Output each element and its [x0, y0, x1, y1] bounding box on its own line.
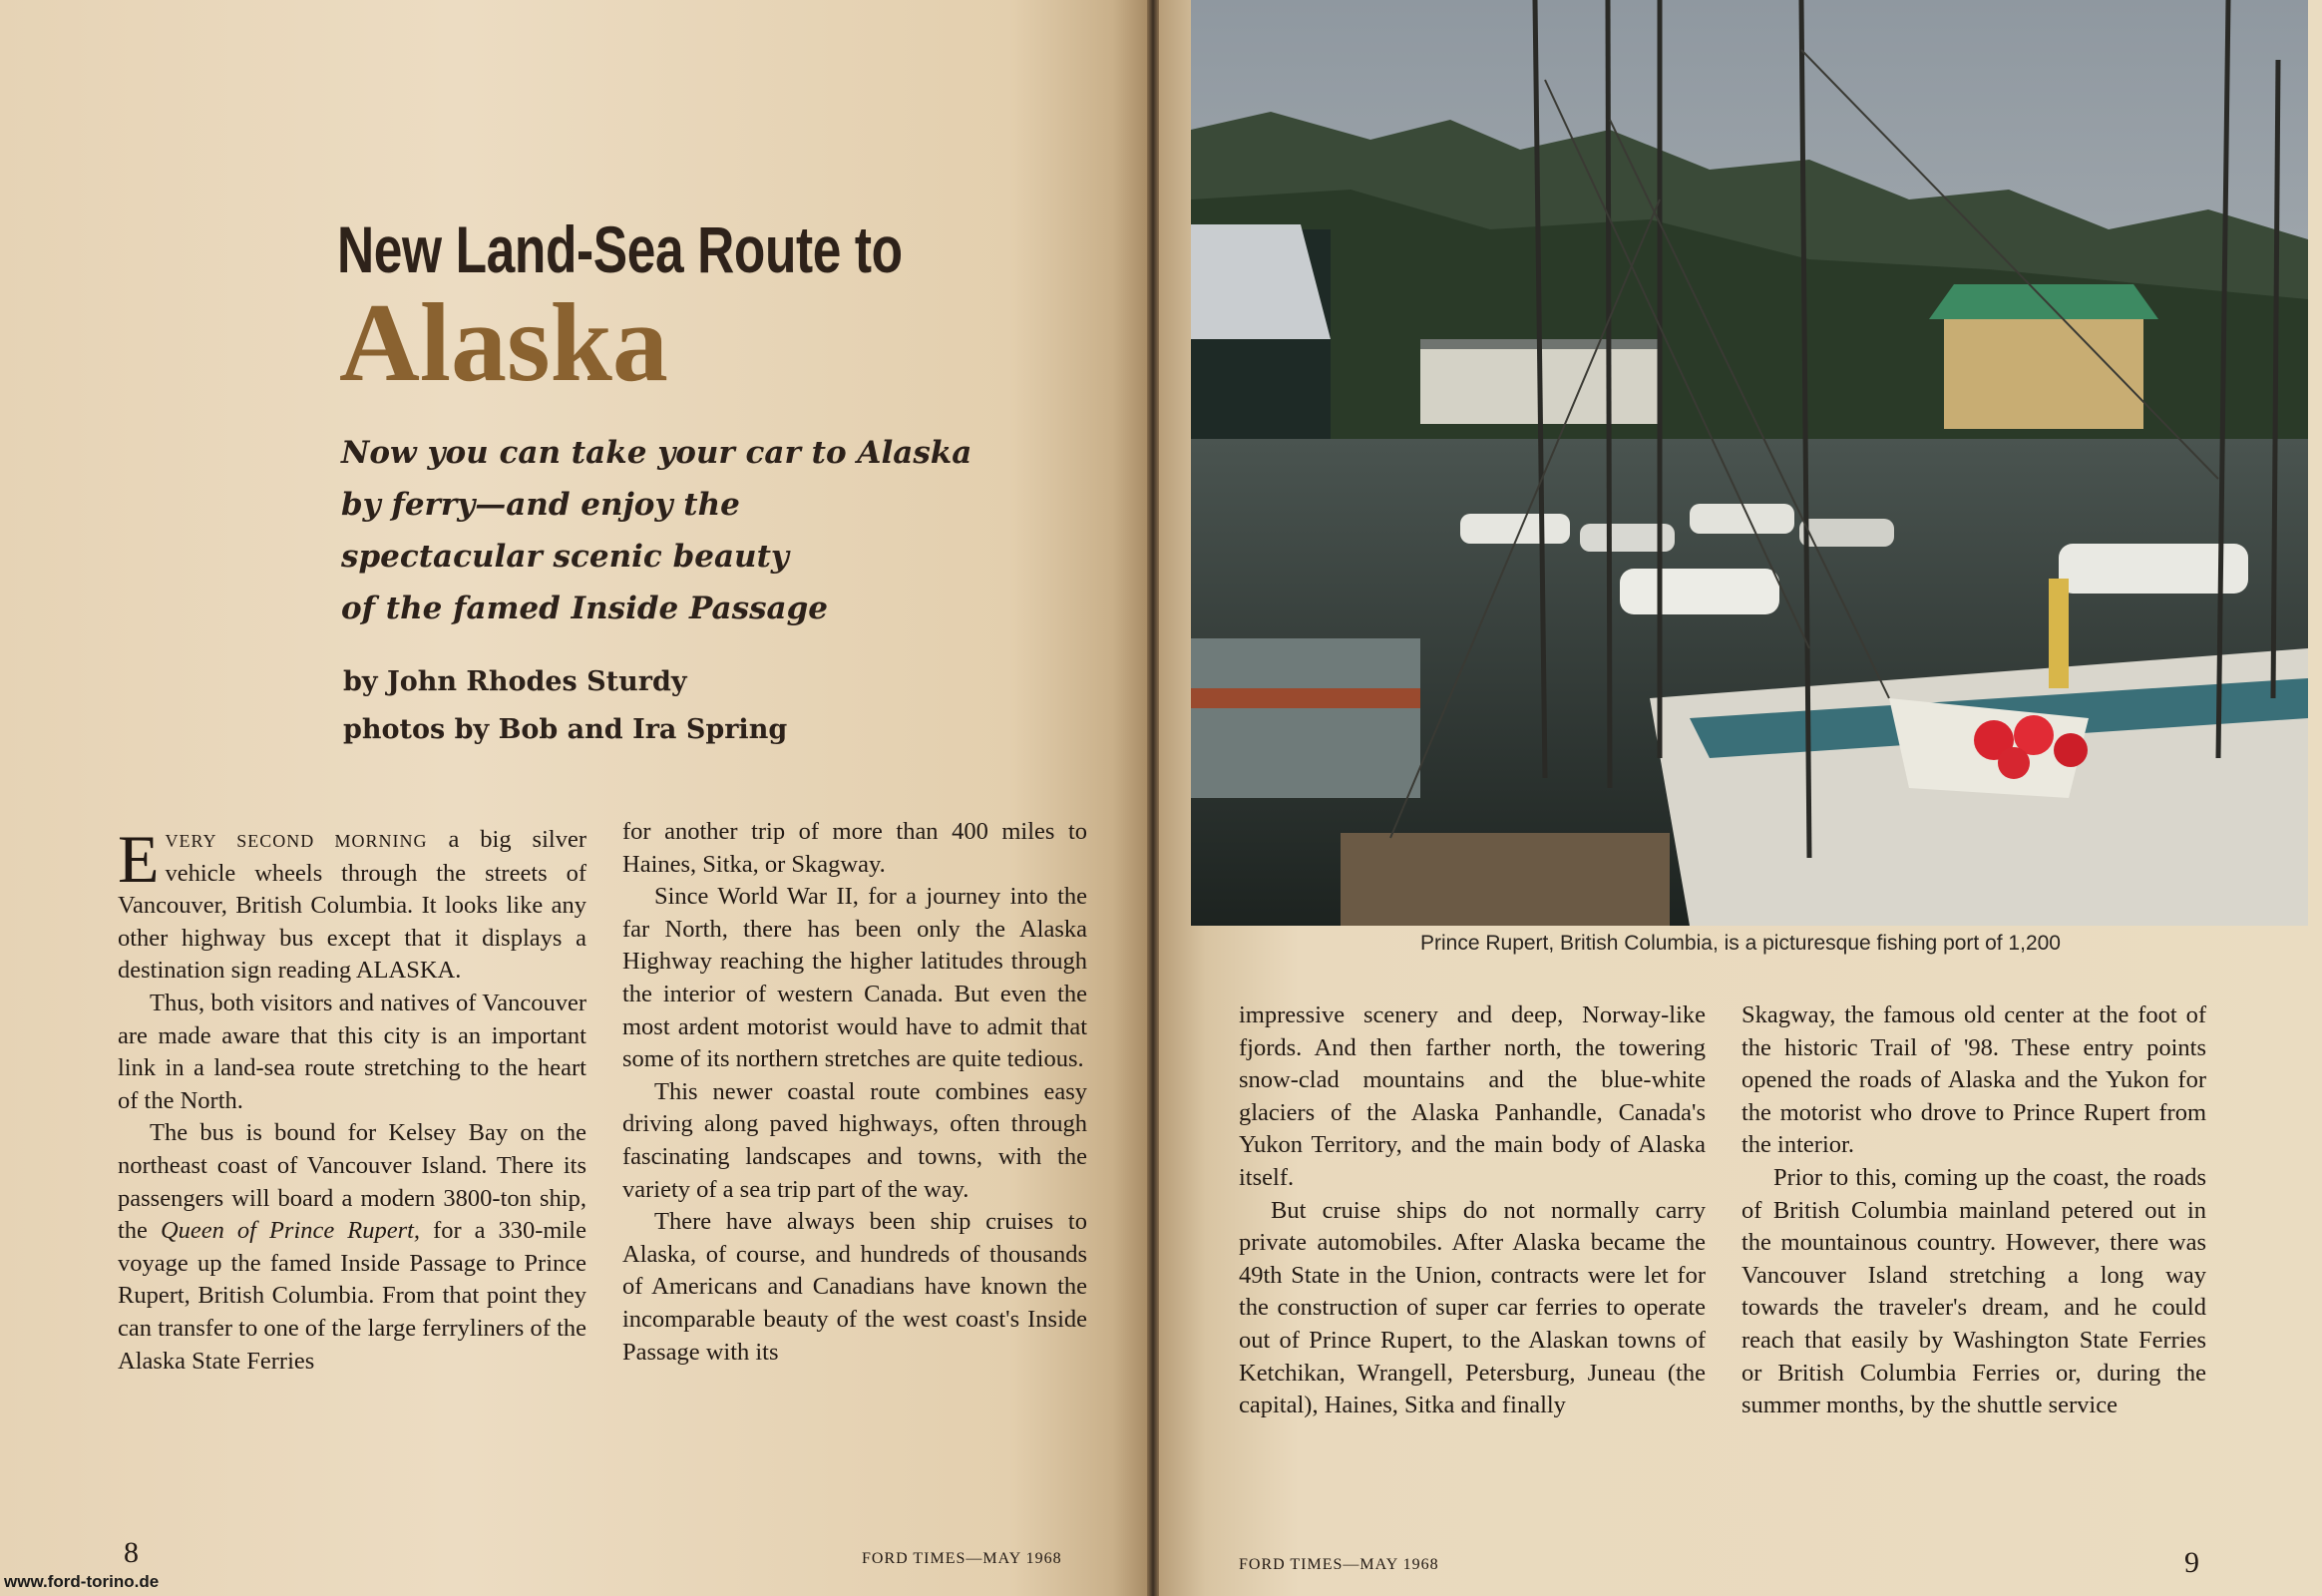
book-gutter	[1147, 0, 1159, 1596]
byline-photos: photos by Bob and Ira Spring	[343, 714, 788, 745]
right-column-2	[1742, 999, 2206, 1422]
paragraph-text: a big silver vehicle wheels through the streets of Vancouver, British Columbia. It looks like any other highway bus except that it displays a destination sign reading ALASKA.	[118, 826, 586, 985]
paragraph: Skagway, the famous old center at the foot of the historic Trail of '98. These entry points opened the roads of Alaska and the Yukon for the motorist who drove to Prince Rupert from the interior.	[1742, 1001, 2206, 1159]
paragraph: But cruise ships do not normally carry private automobiles. After Alaska became the 49th State in the Union, contracts were let for the construction of super car ferries to operate out of Prince Rupert, to the Alaskan towns of Ketchikan, Wrangell, Petersburg, Juneau (the capital), Haines, Sitka and finally	[1239, 1196, 1706, 1419]
article-title-line2: Alaska	[339, 281, 668, 405]
byline-author: by John Rhodes Sturdy	[343, 666, 687, 697]
article-subtitle	[341, 427, 1099, 634]
paragraph: Since World War II, for a journey into the far North, there has been only the Alaska Highway reaching the higher latitudes through the interior of western Canada. But even the most ardent motorist would have to admit that some of its northern stretches are quite tedious.	[622, 883, 1087, 1073]
right-column-1	[1239, 999, 1706, 1422]
byline	[343, 658, 787, 754]
paragraph: Thus, both visitors and natives of Vancouver are made aware that this city is an important link in a land-sea route stretching to the heart of the North.	[118, 989, 586, 1114]
right-page	[1159, 0, 2322, 1596]
paragraph-text: The bus is bound for Kelsey Bay on the northeast coast of Vancouver Island. There its passengers will board a modern 3800-ton ship, the	[118, 1119, 586, 1245]
photo-caption: Prince Rupert, British Columbia, is a picturesque fishing port of 1,200	[1420, 932, 2061, 955]
left-column-2	[622, 816, 1087, 1369]
paragraph: for another trip of more than 400 miles to Haines, Sitka, or Skagway.	[622, 818, 1087, 878]
paragraph: There have always been ship cruises to Alaska, of course, and hundreds of thousands of Americans and Canadians have known the incomparable beauty of the west coast's Inside Passage with its	[622, 1208, 1087, 1366]
page-number-right: 9	[2184, 1546, 2199, 1579]
small-caps-lead: VERY SECOND MORNING	[165, 831, 428, 851]
subtitle-line: Now you can take your car to Alaska	[341, 435, 972, 471]
running-head-left: FORD TIMES—MAY 1968	[862, 1550, 1062, 1567]
subtitle-line: of the famed Inside Passage	[341, 591, 829, 626]
subtitle-line: spectacular scenic beauty	[341, 539, 789, 575]
paragraph	[118, 1117, 586, 1378]
drop-cap: E	[118, 821, 160, 897]
ship-name: Queen of Prince Rupert,	[160, 1217, 421, 1245]
article-title-line1: New Land-Sea Route to	[337, 212, 903, 286]
paragraph: impressive scenery and deep, Norway-like fjords. And then farther north, the towering snow-clad mountains and the blue-white glaciers of the Alaska Panhandle, Canada's Yukon Territory, and the main body of Alaska itself.	[1239, 1001, 1706, 1191]
paragraph: Prior to this, coming up the coast, the roads of British Columbia mainland petered out in the mountainous country. However, there was Vancouver Island stretching a long way towards the traveler's dream, and he could reach that easily by Washington State Ferries or British Columbia Ferries or, during the summer months, by the shuttle service	[1742, 1163, 2206, 1419]
running-head-right: FORD TIMES—MAY 1968	[1239, 1556, 1439, 1573]
paragraph: This newer coastal route combines easy driving along paved highways, often through fascinating landscapes and towns, with the variety of a sea trip part of the way.	[622, 1077, 1087, 1203]
subtitle-line: by ferry—and enjoy the	[341, 487, 740, 523]
watermark: www.ford-torino.de	[4, 1572, 160, 1591]
page-number-left: 8	[124, 1536, 139, 1569]
left-column-1	[118, 821, 586, 1378]
left-page	[0, 0, 1147, 1596]
paragraph	[118, 821, 586, 988]
paragraph-text: for a 330-mile voyage up the famed Inside Passage to Prince Rupert, British Columbia. From that point they can transfer to one of the large ferryliners of the Alaska State Ferries	[118, 1217, 586, 1375]
harbor-photo-illustration	[1191, 0, 2308, 926]
harbor-photo	[1191, 0, 2308, 926]
